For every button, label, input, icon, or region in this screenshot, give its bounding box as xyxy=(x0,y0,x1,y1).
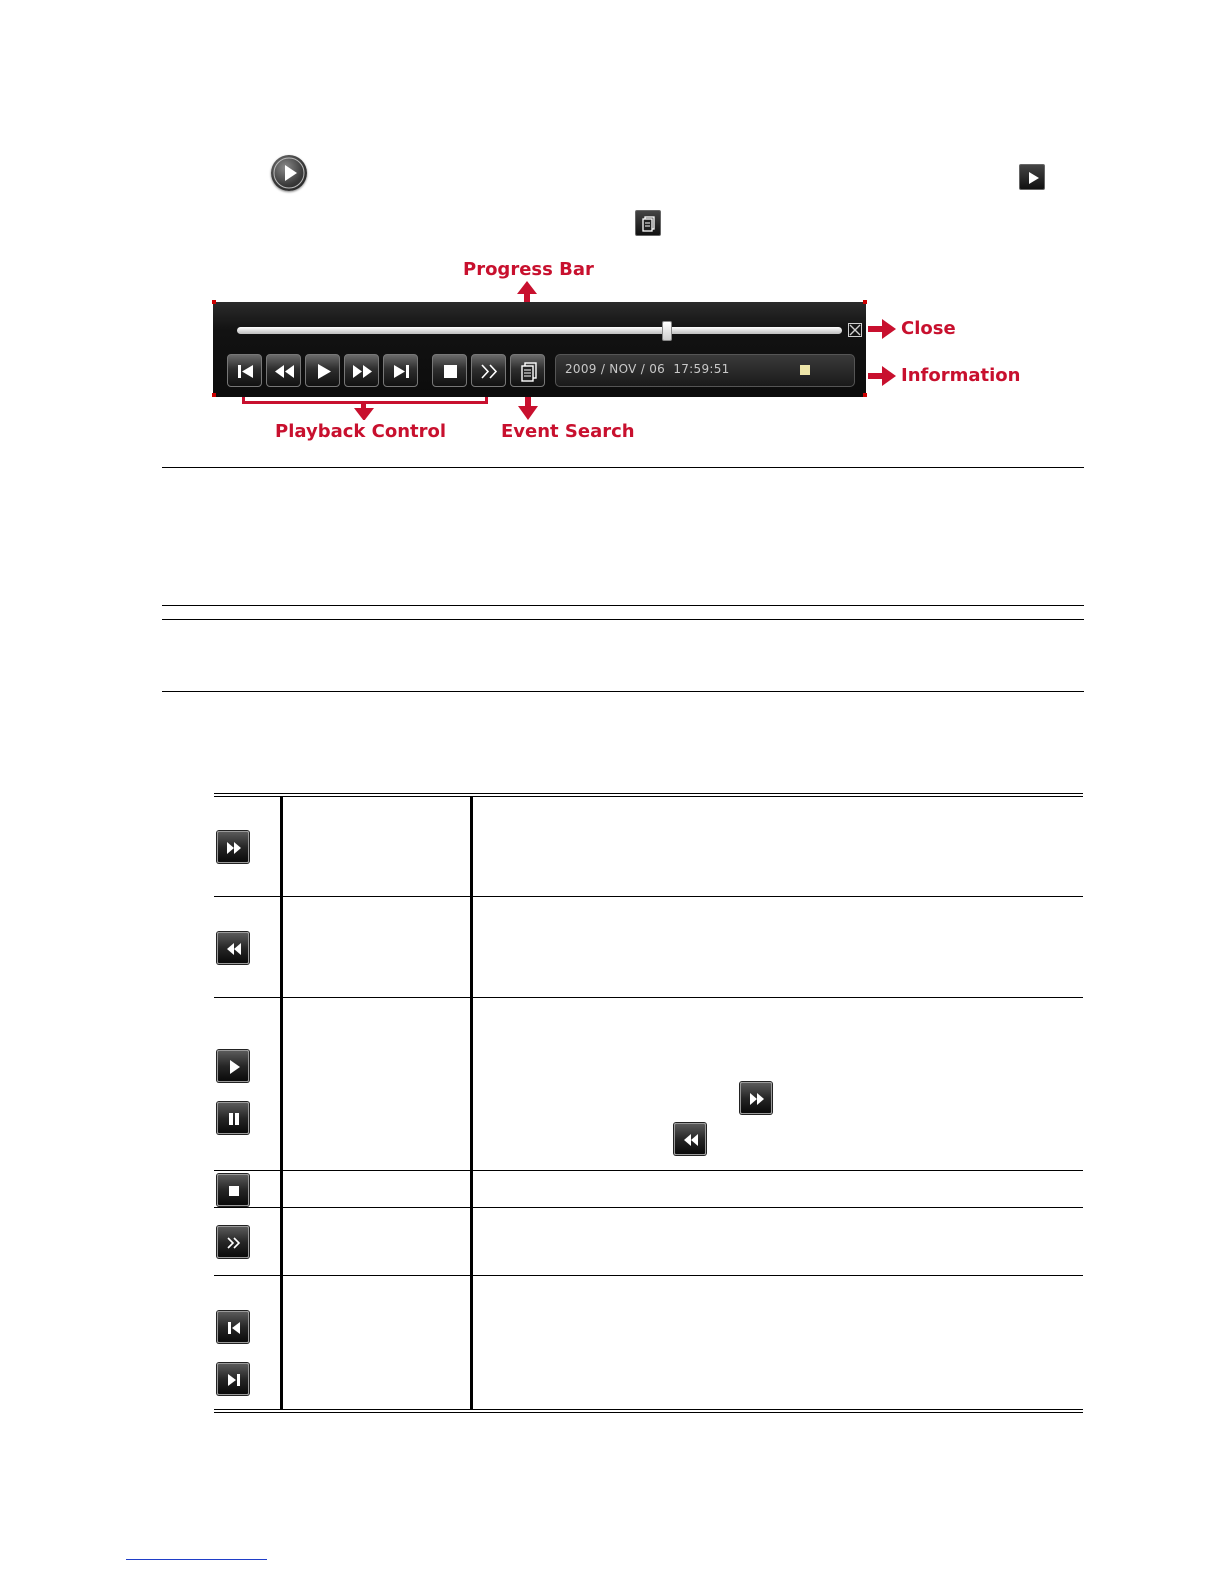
rewind-icon xyxy=(217,932,249,964)
table-row-rule xyxy=(214,997,1083,998)
corner-mark xyxy=(863,300,867,304)
skip-forward-icon xyxy=(384,355,419,388)
play-icon xyxy=(306,355,341,388)
pause-icon xyxy=(217,1102,249,1134)
corner-mark xyxy=(212,300,216,304)
table-row-rule xyxy=(214,1275,1083,1276)
table-row-rule xyxy=(214,896,1083,897)
stop-icon xyxy=(217,1174,249,1206)
corner-mark xyxy=(212,393,216,397)
table-border xyxy=(214,1412,1083,1413)
rewind-icon xyxy=(267,355,302,388)
progress-thumb[interactable] xyxy=(662,321,672,341)
table-border xyxy=(214,1409,1083,1410)
divider xyxy=(162,619,1084,620)
fast-forward-icon xyxy=(740,1082,772,1114)
table-column-rule xyxy=(470,796,473,1410)
event-search-icon xyxy=(511,355,546,388)
table-column-rule xyxy=(280,796,283,1410)
info-datetime xyxy=(565,362,730,376)
table-row-rule xyxy=(214,1207,1083,1208)
skip-back-icon xyxy=(217,1311,249,1343)
stop-button[interactable] xyxy=(432,354,467,387)
skip-back-icon xyxy=(228,355,263,388)
info-date: 2009 / NOV / 06 xyxy=(565,362,666,376)
divider xyxy=(162,691,1084,692)
play-button[interactable] xyxy=(305,354,340,387)
corner-mark xyxy=(863,393,867,397)
rewind-button[interactable] xyxy=(266,354,301,387)
slow-icon xyxy=(217,1226,249,1258)
info-time: 17:59:51 xyxy=(673,362,730,376)
progress-bar-label: Progress Bar xyxy=(463,259,594,280)
slow-icon xyxy=(472,355,507,388)
progress-bar[interactable] xyxy=(237,327,842,334)
divider xyxy=(162,467,1084,468)
event-search-icon xyxy=(635,210,661,236)
event-search-button[interactable] xyxy=(510,354,545,387)
skip-forward-button[interactable] xyxy=(383,354,418,387)
information-label: Information xyxy=(901,365,1021,386)
fast-forward-button[interactable] xyxy=(344,354,379,387)
circle-play-icon xyxy=(271,155,307,191)
footnote-rule xyxy=(126,1559,267,1560)
skip-forward-icon xyxy=(217,1363,249,1395)
rewind-icon xyxy=(674,1123,706,1155)
play-icon xyxy=(1019,164,1045,190)
table-border xyxy=(214,793,1083,794)
stop-icon xyxy=(433,355,468,388)
table-border xyxy=(214,796,1083,797)
close-label: Close xyxy=(901,318,956,339)
fast-forward-icon xyxy=(345,355,380,388)
slow-button[interactable] xyxy=(471,354,506,387)
play-icon xyxy=(217,1050,249,1082)
event-search-label: Event Search xyxy=(501,421,635,442)
divider xyxy=(162,605,1084,606)
status-indicator xyxy=(800,365,810,375)
skip-back-button[interactable] xyxy=(227,354,262,387)
playback-control-label: Playback Control xyxy=(275,421,447,442)
fast-forward-icon xyxy=(217,831,249,863)
close-icon[interactable] xyxy=(848,323,862,337)
table-row-rule xyxy=(214,1170,1083,1171)
